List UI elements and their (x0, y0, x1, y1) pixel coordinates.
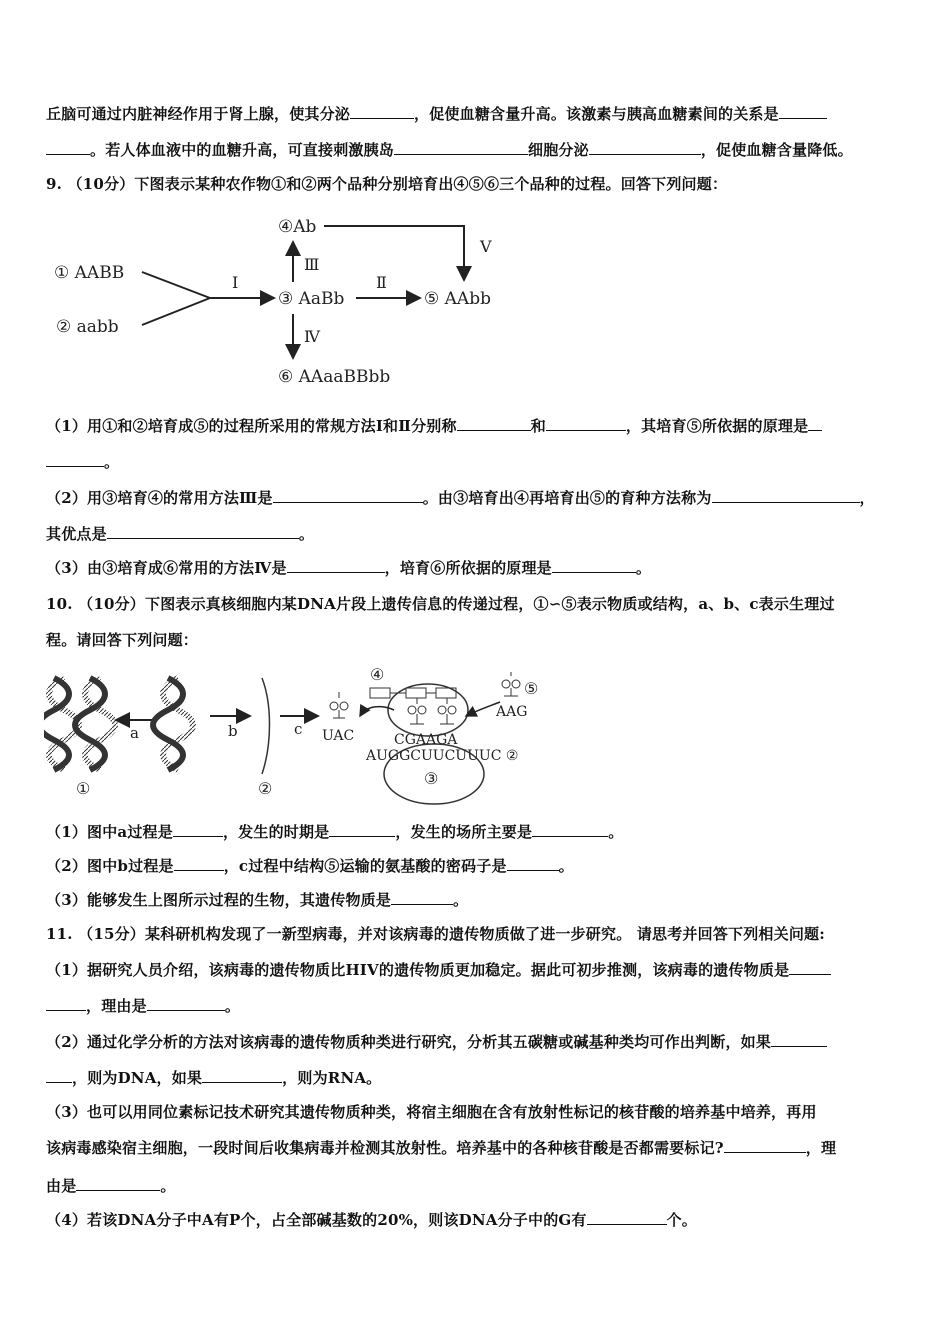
codon-cgaaga: CGAAGA (394, 732, 458, 748)
mrna-sequence: AUGGCUUCUUUC ② (366, 748, 519, 764)
answer-blank[interactable] (587, 1210, 667, 1225)
answer-blank[interactable] (329, 822, 395, 837)
text-line: 。若人体血液中的血糖升高，可直接刺激胰岛 细胞分泌 ，促使血糖含量降低。 (46, 140, 912, 160)
text-line: （3）由③培育成⑥常用的方法Ⅳ是 ，培育⑥所依据的原理是 。 (46, 559, 652, 577)
answer-blank[interactable] (391, 890, 453, 905)
peptide-bead (406, 688, 426, 698)
answer-blank[interactable] (808, 416, 822, 431)
text-line: 该病毒感染宿主细胞，一段时间后收集病毒并检测其放射性。培养基中的各种核苷酸是否都需要标记? ，理 (46, 1139, 837, 1157)
answer-blank[interactable] (46, 140, 90, 155)
answer-blank[interactable] (46, 1068, 72, 1083)
text-line: （1）用①和②培育成⑤的过程所采用的常规方法Ⅰ和Ⅱ分别称 和 ，其培育⑤所依据的原理是 (46, 416, 912, 436)
answer-blank[interactable] (273, 488, 423, 503)
gene-expression-diagram (44, 664, 544, 806)
text-line: （1）据研究人员介绍，该病毒的遗传物质比HIV的遗传物质更加稳定。据此可初步推测，该病毒的遗传物质是 (46, 960, 912, 980)
node-6: ⑥ AAaaBBbb (278, 367, 391, 387)
question-11-title: 11. （15分）某科研机构发现了一新型病毒，并对该病毒的遗传物质做了进一步研究。 请思考并回答下列相关问题: (46, 925, 825, 943)
label-IV: Ⅳ (304, 327, 320, 346)
arrow-line (142, 272, 210, 298)
answer-blank[interactable] (546, 416, 626, 431)
label-1: ① (76, 779, 91, 798)
answer-blank[interactable] (779, 104, 827, 119)
label-2: ② (258, 779, 273, 798)
anticodon-uac: UAC (322, 728, 355, 744)
node-4: ④Ab (278, 217, 317, 237)
anticodon-aag: AAG (496, 704, 528, 720)
text-line: （2）图中b过程是 ，c过程中结构⑤运输的氨基酸的密码子是 。 (46, 857, 574, 875)
text-line: （4）若该DNA分子中A有P个，占全部碱基数的20%，则该DNA分子中的G有 个。 (46, 1211, 698, 1229)
text-line: 由是 。 (46, 1177, 176, 1195)
label-c: c (294, 720, 303, 738)
trna-icon (438, 698, 456, 724)
answer-blank[interactable] (771, 1032, 827, 1047)
trna-icon (330, 692, 348, 718)
text-line: （3）能够发生上图所示过程的生物，其遗传物质是 。 (46, 891, 469, 909)
answer-blank[interactable] (174, 856, 224, 871)
node-1: ① AABB (54, 263, 125, 283)
answer-blank[interactable] (350, 104, 414, 119)
answer-blank[interactable] (147, 996, 225, 1011)
question-10-title-cont: 程。请回答下列问题： (46, 631, 199, 649)
answer-blank[interactable] (532, 822, 608, 837)
question-9-title: 9. （10分）下图表示某种农作物①和②两个品种分别培育出④⑤⑥三个品种的过程。回答下列问题： (46, 175, 728, 193)
answer-blank[interactable] (46, 996, 86, 1011)
answer-blank[interactable] (724, 1138, 806, 1153)
label-III: Ⅲ (304, 255, 320, 274)
peptide-bead (370, 688, 390, 698)
answer-blank[interactable] (287, 558, 385, 573)
text-line: 。 (46, 452, 912, 472)
text-line: 丘脑可通过内脏神经作用于肾上腺，使其分泌 ，促使血糖含量升高。该激素与胰高血糖素间的关系是 (46, 104, 912, 124)
entry-arrow (466, 702, 500, 716)
text-line: ，理由是 。 (46, 996, 912, 1016)
dna-helix-icon (153, 678, 193, 770)
answer-blank[interactable] (589, 140, 701, 155)
text-line: ，则为DNA，如果 ，则为RNA。 (46, 1068, 912, 1088)
answer-blank[interactable] (76, 1176, 160, 1191)
label-5: ⑤ (524, 679, 539, 698)
answer-blank[interactable] (507, 856, 559, 871)
node-2: ② aabb (56, 317, 119, 337)
node-3: ③ AaBb (278, 289, 345, 309)
node-5: ⑤ AAbb (424, 289, 491, 309)
label-II: Ⅱ (376, 273, 387, 292)
arrow-line (142, 298, 210, 325)
arrow-V (324, 226, 464, 280)
text-line: （2）通过化学分析的方法对该病毒的遗传物质种类进行研究，分析其五碳糖或碱基种类均可作出判断，如果 (46, 1032, 912, 1052)
answer-blank[interactable] (202, 1068, 282, 1083)
trna-icon (408, 698, 426, 724)
label-V: Ⅴ (480, 237, 492, 256)
text-line: 其优点是 。 (46, 525, 315, 543)
answer-blank[interactable] (173, 822, 223, 837)
label-b: b (228, 722, 238, 740)
text-line: （1）图中a过程是 ，发生的时期是 ，发生的场所主要是 。 (46, 823, 624, 841)
label-4: ④ (370, 665, 385, 684)
question-10-title: 10. （10分）下图表示真核细胞内某DNA片段上遗传信息的传递过程，①∽⑤表示物质或结构，a、b、c表示生理过 (46, 595, 835, 613)
breeding-diagram (50, 208, 520, 392)
answer-blank[interactable] (46, 452, 104, 467)
trna-icon (502, 672, 520, 696)
label-I: Ⅰ (232, 273, 239, 292)
text-line: （3）也可以用同位素标记技术研究其遗传物质种类，将宿主细胞在含有放射性标记的核苷酸的培养基中培养，再用 (46, 1103, 817, 1121)
mrna-strand (262, 678, 270, 774)
text-line: （2）用③培育④的常用方法Ⅲ是 。由③培育出④再培育出⑤的育种方法称为 ， (46, 489, 875, 507)
answer-blank[interactable] (789, 960, 831, 975)
answer-blank[interactable] (107, 524, 299, 539)
label-a: a (130, 724, 139, 742)
answer-blank[interactable] (394, 140, 528, 155)
answer-blank[interactable] (712, 488, 860, 503)
label-3: ③ (424, 769, 439, 788)
answer-blank[interactable] (552, 558, 636, 573)
answer-blank[interactable] (457, 416, 531, 431)
